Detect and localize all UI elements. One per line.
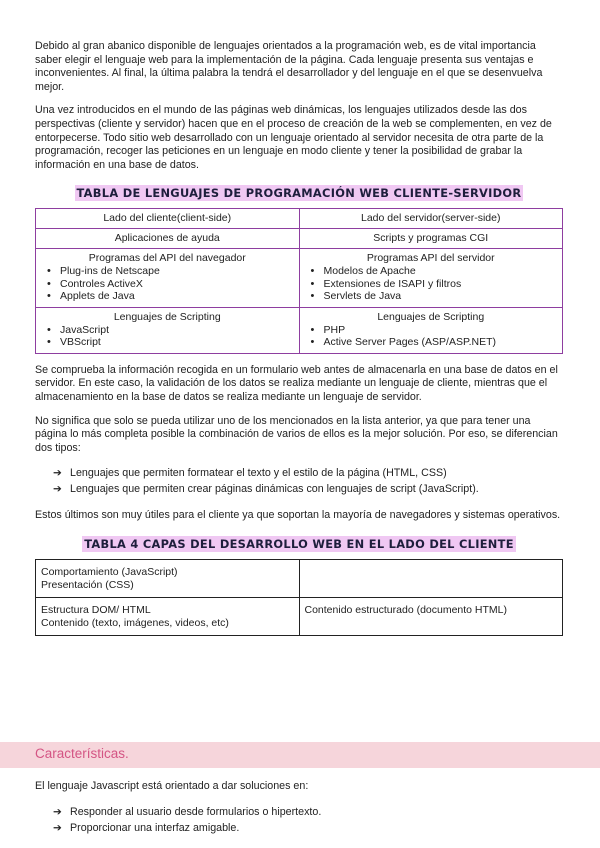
paragraph-dynamic-pages: Una vez introducidos en el mundo de las páginas web dinámicas, los lenguajes utilizados desde las dos perspectivas (cliente y servidor) hacen que en el proceso de creación de la web se complementen, en vez de entorpecerse. Todo sitio web desarrollado con un lenguaje orientado al servidor necesita de otra parte de la programación, recoger las peticiones en un lenguaje en modo cliente y tener la posibilidad de grabar la información en una base de datos.: [35, 104, 552, 171]
table-cell: Scripts y programas CGI: [299, 229, 563, 249]
list-item: • Servlets de Java: [324, 290, 557, 303]
characteristics-body: [35, 780, 563, 848]
table-cell: Aplicaciones de ayuda: [36, 229, 300, 249]
table1-caption: [35, 184, 563, 202]
list-item: • Controles ActiveX: [60, 278, 293, 291]
list-item: • VBScript: [60, 336, 293, 349]
list-item: • Extensiones de ISAPI y filtros: [324, 278, 557, 291]
list-item: • JavaScript: [60, 324, 293, 337]
table-cell: [299, 307, 563, 353]
table-cell: [36, 598, 300, 636]
cell-line: Comportamiento (JavaScript): [41, 566, 178, 578]
table-row: [36, 209, 563, 229]
list-item-text: Lenguajes que permiten crear páginas dinámicas con lenguajes de script (JavaScript).: [70, 483, 479, 496]
table-cell: [299, 560, 563, 598]
list-item: • Modelos de Apache: [324, 265, 557, 278]
arrow-icon: ➔: [53, 483, 62, 496]
list-item: [53, 465, 563, 481]
table-row: [36, 229, 563, 249]
paragraph-combination: No significa que solo se pueda utilizar uno de los mencionados en la lista anterior, ya que para tener una página lo más completa posible la combinación de varios de ellos es la mejor solución. Por eso, se diferencian dos tipos:: [35, 414, 558, 454]
list-item: [53, 804, 563, 820]
document-page: [35, 40, 563, 636]
bullet-list: [42, 324, 293, 349]
layers-table: [35, 559, 563, 636]
arrow-list: [35, 465, 563, 497]
table-cell: [299, 249, 563, 308]
list-item: • PHP: [324, 324, 557, 337]
paragraph-browsers: Estos últimos son muy útiles para el cliente ya que soportan la mayoría de navegadores y sistemas operativos.: [35, 509, 561, 522]
list-item-text: Lenguajes que permiten formatear el texto y el estilo de la página (HTML, CSS): [70, 467, 447, 480]
cell-title: Lenguajes de Scripting: [377, 310, 485, 323]
list-item: • Applets de Java: [60, 290, 293, 303]
arrow-icon: ➔: [53, 467, 62, 480]
bullet-list: [306, 324, 557, 349]
table-row: [36, 560, 563, 598]
list-item: • Plug-ins de Netscape: [60, 265, 293, 278]
table-cell: Lado del servidor(server-side): [299, 209, 563, 229]
table-row: [36, 307, 563, 353]
cell-title: Lenguajes de Scripting: [113, 310, 221, 323]
bullet-list: [42, 265, 293, 303]
table2-caption-text: TABLA 4 CAPAS DEL DESARROLLO WEB EN EL LADO DEL CLIENTE: [84, 537, 514, 551]
section-title: Características.: [35, 746, 129, 761]
arrow-list: [35, 804, 563, 836]
languages-table: [35, 208, 563, 354]
table1-caption-text: TABLA DE LENGUAJES DE PROGRAMACIÓN WEB CLIENTE-SERVIDOR: [76, 186, 522, 201]
list-item-text: Proporcionar una interfaz amigable.: [70, 821, 240, 834]
cell-line: Estructura DOM/ HTML: [41, 604, 151, 616]
paragraph-javascript: El lenguaje Javascript está orientado a dar soluciones en:: [35, 780, 309, 792]
table-cell: [36, 249, 300, 308]
table-cell: Contenido estructurado (documento HTML): [299, 598, 563, 636]
cell-line: Presentación (CSS): [41, 578, 134, 591]
cell-title: Programas API del servidor: [366, 252, 495, 265]
paragraph-validation: Se comprueba la información recogida en un formulario web antes de almacenarla en una base de datos en el servidor. En este caso, la validación de los datos se realiza mediante un lenguaje de cliente, mientras que el almacenamiento en la base de datos se realiza mediante un lenguaje de servidor.: [35, 363, 558, 404]
table-row: [36, 249, 563, 308]
cell-title: Programas del API del navegador: [88, 252, 246, 265]
list-item-text: Responder al usuario desde formularios o hipertexto.: [70, 805, 322, 818]
table-cell: Lado del cliente(client-side): [36, 209, 300, 229]
table2-caption: [35, 535, 563, 553]
table-cell: [36, 560, 300, 598]
arrow-icon: ➔: [53, 821, 62, 834]
list-item: [53, 820, 563, 836]
table-row: [36, 598, 563, 636]
list-item: [53, 481, 563, 497]
cell-line: Contenido (texto, imágenes, videos, etc): [41, 616, 229, 629]
arrow-icon: ➔: [53, 805, 62, 818]
table-cell: [36, 307, 300, 353]
bullet-list: [306, 265, 557, 303]
list-item: • Active Server Pages (ASP/ASP.NET): [324, 336, 557, 349]
paragraph-intro: Debido al gran abanico disponible de lenguajes orientados a la programación web, es de vital importancia saber elegir el lenguaje web para la implementación de la página. Cada lenguaje presenta sus ventajas e inconvenientes. Al final, la última palabra la tendrá el desarrollador y del lenguaje en el que se desenvuelva mejor.: [35, 40, 543, 93]
